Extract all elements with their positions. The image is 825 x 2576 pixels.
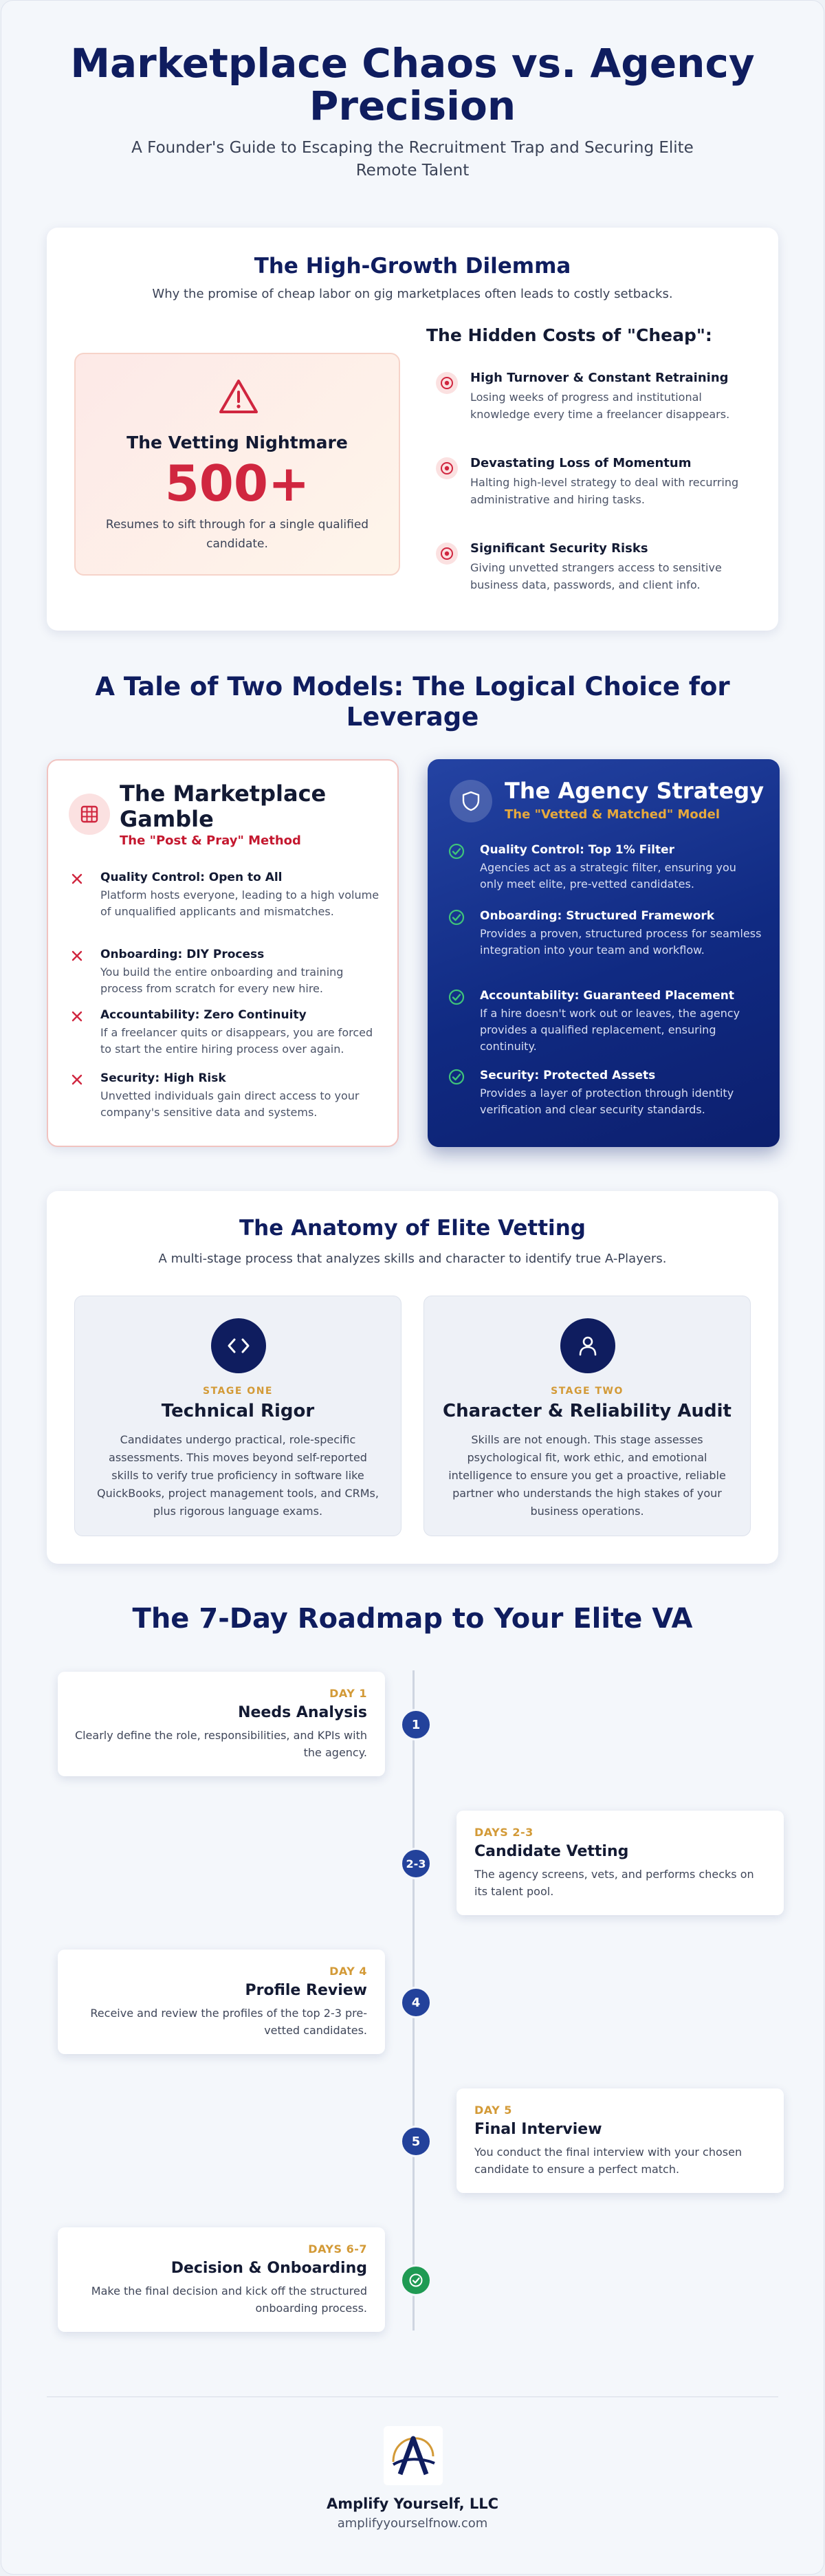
- marketplace-title: The Marketplace Gamble: [120, 781, 327, 832]
- step-node: 4: [400, 1987, 432, 2018]
- dilemma-card: [47, 228, 778, 631]
- company-logo: [384, 2426, 443, 2485]
- x-icon: [69, 1071, 85, 1088]
- stage-character-audit: [424, 1296, 751, 1536]
- dilemma-title: The High-Growth Dilemma: [254, 254, 571, 279]
- roadmap-step: [456, 1811, 784, 1915]
- marketplace-item-desc: If a freelancer quits or disappears, you are forced to start the entire hiring process over again.: [100, 1026, 373, 1056]
- vetting-nightmare-box: [74, 353, 400, 576]
- cost-description: Halting high-level strategy to deal with recurring administrative and hiring tasks.: [470, 476, 739, 506]
- check-circle-icon: [448, 1069, 465, 1085]
- x-icon: [69, 948, 85, 964]
- company-name: Amplify Yourself, LLC: [326, 2496, 499, 2512]
- marketplace-gamble-card: [47, 759, 399, 1147]
- step-description: Make the final decision and kick off the structured onboarding process.: [91, 2284, 367, 2315]
- x-circle-icon: [436, 543, 458, 565]
- agency-item-desc: Provides a layer of protection through identity verification and clear security standards.: [480, 1087, 734, 1116]
- check-circle-icon: [400, 2264, 432, 2296]
- agency-item-desc: Provides a proven, structured process for seamless integration into your team and workflow.: [480, 927, 762, 957]
- anatomy-card: [47, 1191, 778, 1564]
- check-circle-icon: [448, 843, 465, 860]
- agency-item-title: Quality Control: Top 1% Filter: [480, 843, 674, 857]
- shield-icon: [450, 780, 492, 822]
- step-title: Decision & Onboarding: [170, 2260, 367, 2277]
- marketplace-item-title: Accountability: Zero Continuity: [100, 1008, 307, 1022]
- step-label: DAYS 2-3: [474, 1826, 534, 1839]
- marketplace-item-title: Quality Control: Open to All: [100, 871, 283, 884]
- step-node: 1: [400, 1709, 432, 1740]
- stage-description: Skills are not enough. This stage assesses psychological fit, work ethic, and emotional intelligence to ensure you get a proactive, reliable partner who understands the high stakes of your business operations.: [448, 1433, 726, 1518]
- cost-title: High Turnover & Constant Retraining: [470, 371, 729, 385]
- marketplace-subtitle: The "Post & Pray" Method: [120, 833, 301, 848]
- marketplace-item-title: Security: High Risk: [100, 1071, 226, 1085]
- roadmap-title: The 7-Day Roadmap to Your Elite VA: [132, 1603, 693, 1635]
- page-title: Marketplace Chaos vs. Agency Precision: [70, 40, 755, 129]
- marketplace-item-desc: Unvetted individuals gain direct access to your company's sensitive data and systems.: [100, 1089, 360, 1119]
- hidden-costs-title: The Hidden Costs of "Cheap":: [426, 325, 712, 345]
- vetting-title: The Vetting Nightmare: [126, 433, 348, 452]
- step-description: The agency screens, vets, and performs checks on its talent pool.: [474, 1868, 754, 1898]
- marketplace-item-desc: Platform hosts everyone, leading to a high volume of unqualified applicants and mismatches.: [100, 888, 380, 918]
- agency-item-desc: Agencies act as a strategic filter, ensuring you only meet elite, pre-vetted candidates.: [480, 861, 736, 891]
- vetting-caption: Resumes to sift through for a single qualified candidate.: [105, 518, 369, 551]
- roadmap-step: [58, 1672, 385, 1776]
- grid-icon: [69, 794, 110, 835]
- cost-title: Devastating Loss of Momentum: [470, 456, 692, 470]
- marketplace-item-title: Onboarding: DIY Process: [100, 948, 265, 961]
- stage-label: STAGE TWO: [551, 1386, 624, 1397]
- models-section-title: A Tale of Two Models: The Logical Choice for Leverage: [95, 672, 730, 732]
- agency-item-desc: If a hire doesn't work out or leaves, the agency provides a qualified replacement, ensuring continuity.: [480, 1007, 740, 1053]
- vetting-stat: 500+: [164, 455, 310, 512]
- agency-item-title: Security: Protected Assets: [480, 1069, 656, 1082]
- agency-subtitle: The "Vetted & Matched" Model: [505, 807, 720, 822]
- x-circle-icon: [436, 457, 458, 479]
- step-title: Profile Review: [245, 1982, 367, 1999]
- dilemma-description: Why the promise of cheap labor on gig marketplaces often leads to costly setbacks.: [152, 287, 673, 301]
- stage-description: Candidates undergo practical, role-specific assessments. This moves beyond self-reported skills to verify true proficiency in software like QuickBooks, project management tools, and CRMs, plus rigorous language exams.: [97, 1433, 379, 1518]
- cost-description: Losing weeks of progress and institutional knowledge every time a freelancer disappears.: [470, 391, 730, 421]
- agency-title: The Agency Strategy: [505, 778, 764, 804]
- step-title: Needs Analysis: [238, 1704, 367, 1721]
- step-label: DAY 1: [329, 1687, 367, 1700]
- check-circle-icon: [448, 989, 465, 1005]
- stage-technical-rigor: [74, 1296, 402, 1536]
- x-icon: [69, 1008, 85, 1025]
- step-label: DAY 5: [474, 2104, 512, 2117]
- roadmap-step: [58, 1950, 385, 2054]
- anatomy-title: The Anatomy of Elite Vetting: [239, 1216, 586, 1241]
- agency-strategy-card: [428, 759, 780, 1147]
- code-icon: [211, 1318, 266, 1373]
- step-description: Receive and review the profiles of the top 2-3 pre-vetted candidates.: [90, 2007, 367, 2037]
- step-label: DAY 4: [329, 1965, 367, 1978]
- infographic-page: [1, 0, 824, 2575]
- marketplace-item-desc: You build the entire onboarding and training process from scratch for every new hire.: [100, 965, 344, 995]
- step-title: Final Interview: [474, 2121, 602, 2138]
- step-node: 5: [400, 2126, 432, 2157]
- stage-title: Technical Rigor: [161, 1401, 315, 1421]
- page-subtitle: A Founder's Guide to Escaping the Recruitment Trap and Securing Elite Remote Talent: [131, 139, 694, 179]
- cost-description: Giving unvetted strangers access to sensitive business data, passwords, and client info.: [470, 561, 722, 591]
- roadmap-step: [456, 2088, 784, 2193]
- cost-title: Significant Security Risks: [470, 541, 648, 556]
- warning-icon: [218, 378, 259, 416]
- x-icon: [69, 871, 85, 887]
- agency-item-title: Accountability: Guaranteed Placement: [480, 989, 734, 1003]
- roadmap-step: [58, 2227, 385, 2332]
- step-description: Clearly define the role, responsibilities, and KPIs with the agency.: [74, 1729, 367, 1759]
- step-description: You conduct the final interview with your chosen candidate to ensure a perfect match.: [474, 2146, 742, 2176]
- step-node: 2-3: [400, 1848, 432, 1879]
- user-icon: [560, 1318, 615, 1373]
- agency-item-title: Onboarding: Structured Framework: [480, 909, 715, 923]
- check-circle-icon: [448, 909, 465, 926]
- stage-title: Character & Reliability Audit: [443, 1401, 732, 1421]
- step-label: DAYS 6-7: [308, 2242, 367, 2256]
- x-circle-icon: [436, 372, 458, 394]
- company-url[interactable]: amplifyyourselfnow.com: [337, 2516, 488, 2531]
- stage-label: STAGE ONE: [203, 1386, 273, 1397]
- step-title: Candidate Vetting: [474, 1843, 629, 1860]
- anatomy-description: A multi-stage process that analyzes skills and character to identify true A-Players.: [158, 1252, 667, 1266]
